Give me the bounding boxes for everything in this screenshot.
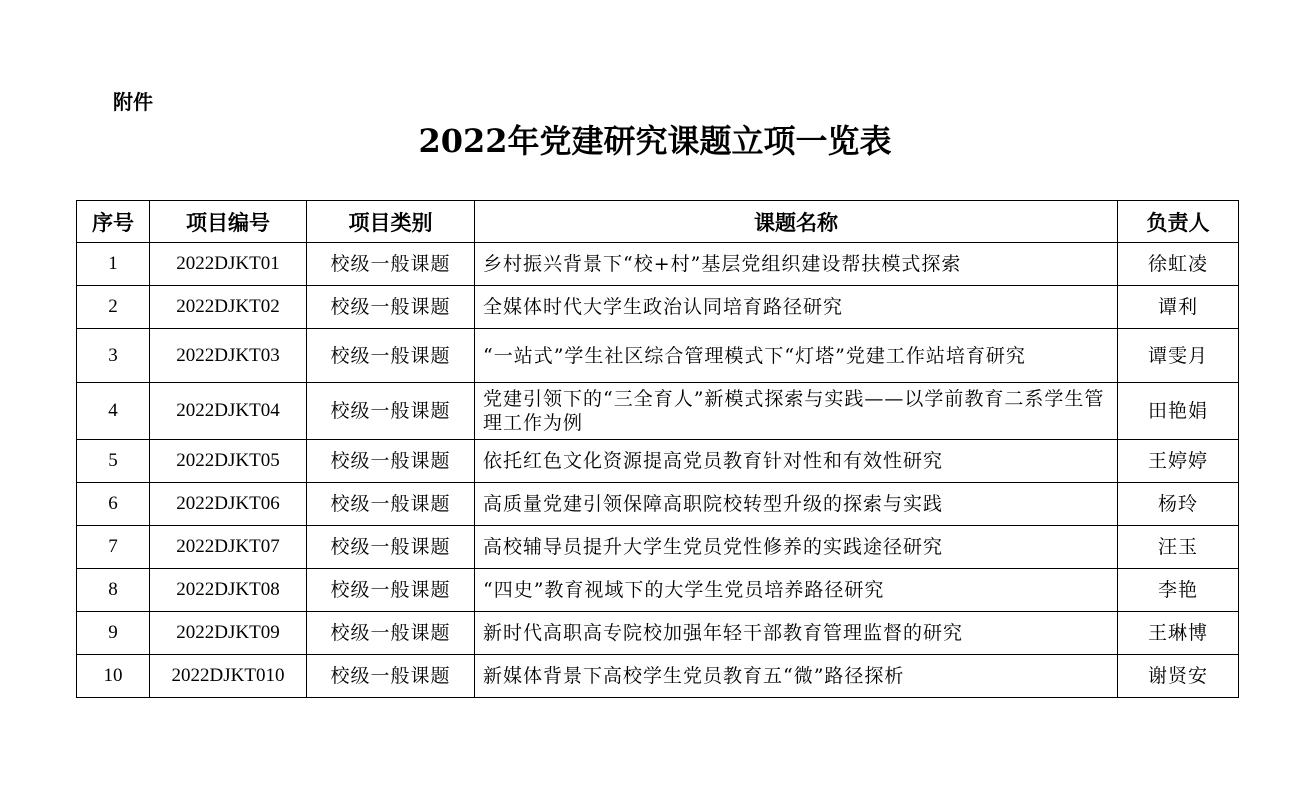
cell-lead: 谭利 bbox=[1118, 286, 1239, 329]
cell-title: “一站式”学生社区综合管理模式下“灯塔”党建工作站培育研究 bbox=[475, 329, 1118, 383]
cell-lead: 王婷婷 bbox=[1118, 440, 1239, 483]
table-row bbox=[77, 243, 1239, 286]
cell-lead: 谭雯月 bbox=[1118, 329, 1239, 383]
table-row bbox=[77, 383, 1239, 440]
cell-lead: 李艳 bbox=[1118, 569, 1239, 612]
header-row bbox=[77, 201, 1239, 243]
col-header-title: 课题名称 bbox=[475, 201, 1118, 243]
table-row bbox=[77, 569, 1239, 612]
cell-number: 1 bbox=[77, 243, 150, 286]
cell-title: “四史”教育视域下的大学生党员培养路径研究 bbox=[475, 569, 1118, 612]
document-title: 2022年党建研究课题立项一览表 bbox=[418, 122, 892, 160]
cell-number: 2 bbox=[77, 286, 150, 329]
project-table bbox=[76, 200, 1239, 698]
attachment-label: 附件 bbox=[113, 90, 153, 114]
cell-number: 9 bbox=[77, 612, 150, 655]
cell-category: 校级一般课题 bbox=[307, 329, 475, 383]
cell-category: 校级一般课题 bbox=[307, 483, 475, 526]
cell-code: 2022DJKT07 bbox=[150, 526, 307, 569]
cell-lead: 杨玲 bbox=[1118, 483, 1239, 526]
cell-code: 2022DJKT02 bbox=[150, 286, 307, 329]
col-header-lead: 负责人 bbox=[1118, 201, 1239, 243]
table-row bbox=[77, 655, 1239, 698]
cell-lead: 田艳娟 bbox=[1118, 383, 1239, 440]
table-body bbox=[77, 243, 1239, 698]
cell-category: 校级一般课题 bbox=[307, 569, 475, 612]
cell-number: 8 bbox=[77, 569, 150, 612]
table-row bbox=[77, 483, 1239, 526]
cell-category: 校级一般课题 bbox=[307, 526, 475, 569]
cell-code: 2022DJKT01 bbox=[150, 243, 307, 286]
cell-lead: 王琳博 bbox=[1118, 612, 1239, 655]
table-row bbox=[77, 286, 1239, 329]
table-row bbox=[77, 440, 1239, 483]
cell-lead: 汪玉 bbox=[1118, 526, 1239, 569]
cell-lead: 徐虹凌 bbox=[1118, 243, 1239, 286]
cell-code: 2022DJKT010 bbox=[150, 655, 307, 698]
cell-code: 2022DJKT04 bbox=[150, 383, 307, 440]
col-header-code: 项目编号 bbox=[150, 201, 307, 243]
cell-title: 高质量党建引领保障高职院校转型升级的探索与实践 bbox=[475, 483, 1118, 526]
cell-number: 7 bbox=[77, 526, 150, 569]
cell-code: 2022DJKT06 bbox=[150, 483, 307, 526]
cell-title: 党建引领下的“三全育人”新模式探索与实践——以学前教育二系学生管理工作为例 bbox=[475, 383, 1118, 440]
cell-number: 5 bbox=[77, 440, 150, 483]
table-row bbox=[77, 526, 1239, 569]
cell-category: 校级一般课题 bbox=[307, 286, 475, 329]
cell-title: 乡村振兴背景下“校+村”基层党组织建设帮扶模式探索 bbox=[475, 243, 1118, 286]
cell-code: 2022DJKT05 bbox=[150, 440, 307, 483]
cell-title: 高校辅导员提升大学生党员党性修养的实践途径研究 bbox=[475, 526, 1118, 569]
cell-title: 依托红色文化资源提高党员教育针对性和有效性研究 bbox=[475, 440, 1118, 483]
cell-category: 校级一般课题 bbox=[307, 655, 475, 698]
cell-category: 校级一般课题 bbox=[307, 243, 475, 286]
table-row bbox=[77, 612, 1239, 655]
cell-number: 6 bbox=[77, 483, 150, 526]
cell-title: 全媒体时代大学生政治认同培育路径研究 bbox=[475, 286, 1118, 329]
col-header-category: 项目类别 bbox=[307, 201, 475, 243]
cell-code: 2022DJKT03 bbox=[150, 329, 307, 383]
cell-number: 3 bbox=[77, 329, 150, 383]
cell-lead: 谢贤安 bbox=[1118, 655, 1239, 698]
cell-category: 校级一般课题 bbox=[307, 383, 475, 440]
cell-number: 10 bbox=[77, 655, 150, 698]
col-header-number: 序号 bbox=[77, 201, 150, 243]
cell-code: 2022DJKT09 bbox=[150, 612, 307, 655]
cell-category: 校级一般课题 bbox=[307, 440, 475, 483]
cell-number: 4 bbox=[77, 383, 150, 440]
cell-title: 新时代高职高专院校加强年轻干部教育管理监督的研究 bbox=[475, 612, 1118, 655]
cell-title: 新媒体背景下高校学生党员教育五“微”路径探析 bbox=[475, 655, 1118, 698]
cell-code: 2022DJKT08 bbox=[150, 569, 307, 612]
cell-category: 校级一般课题 bbox=[307, 612, 475, 655]
table-header bbox=[77, 201, 1239, 243]
table-row bbox=[77, 329, 1239, 383]
